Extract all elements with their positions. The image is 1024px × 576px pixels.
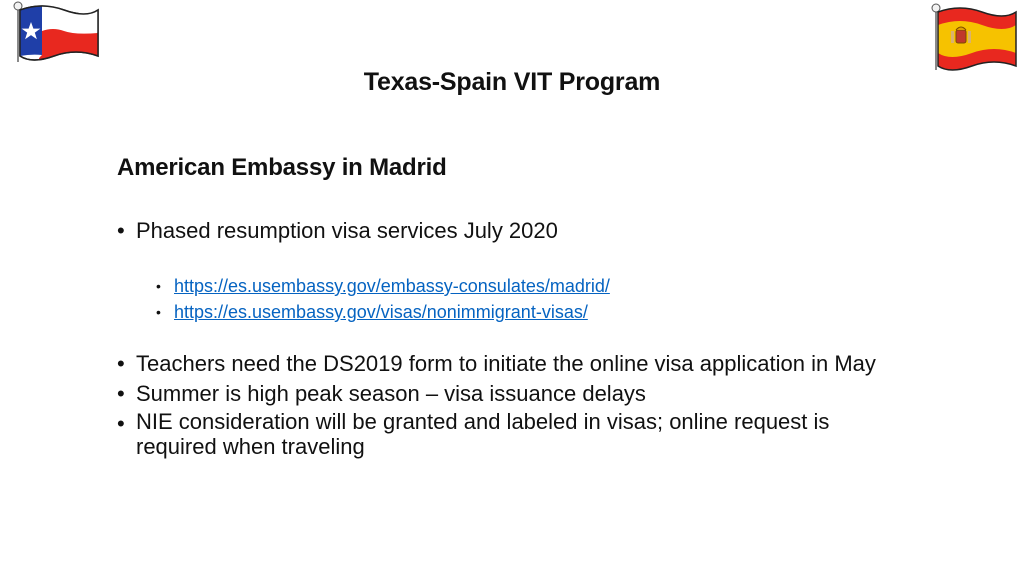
spain-flag-icon (928, 0, 1018, 72)
bullet-list-bottom (117, 349, 876, 459)
list-item (156, 273, 610, 299)
link-list (156, 273, 610, 325)
list-item (117, 349, 876, 379)
bullet-marker: • (117, 351, 125, 376)
embassy-madrid-link[interactable]: https://es.usembassy.gov/embassy-consulates/madrid/ (174, 276, 610, 296)
bullet-marker: • (117, 218, 125, 243)
bullet-marker: • (117, 411, 125, 436)
bullet-marker: • (117, 381, 125, 406)
page-title: Texas-Spain VIT Program (363, 68, 661, 96)
list-item (117, 379, 876, 409)
bullet-text-line-2: required when traveling (136, 434, 365, 459)
bullet-text: Teachers need the DS2019 form to initiate the online visa application in May (136, 351, 876, 376)
list-item (117, 409, 876, 459)
bullet-list-top (117, 216, 558, 246)
nonimmigrant-visas-link[interactable]: https://es.usembassy.gov/visas/nonimmigrant-visas/ (174, 302, 588, 322)
list-item (156, 299, 610, 325)
bullet-marker: • (156, 304, 161, 320)
bullet-marker: • (156, 278, 161, 294)
texas-flag-icon (12, 0, 102, 64)
bullet-text: Summer is high peak season – visa issuance delays (136, 381, 646, 406)
bullet-text: Phased resumption visa services July 2020 (136, 218, 558, 243)
section-heading: American Embassy in Madrid (117, 154, 447, 181)
bullet-text-line-1: NIE consideration will be granted and labeled in visas; online request is (136, 409, 830, 434)
list-item (117, 216, 558, 246)
